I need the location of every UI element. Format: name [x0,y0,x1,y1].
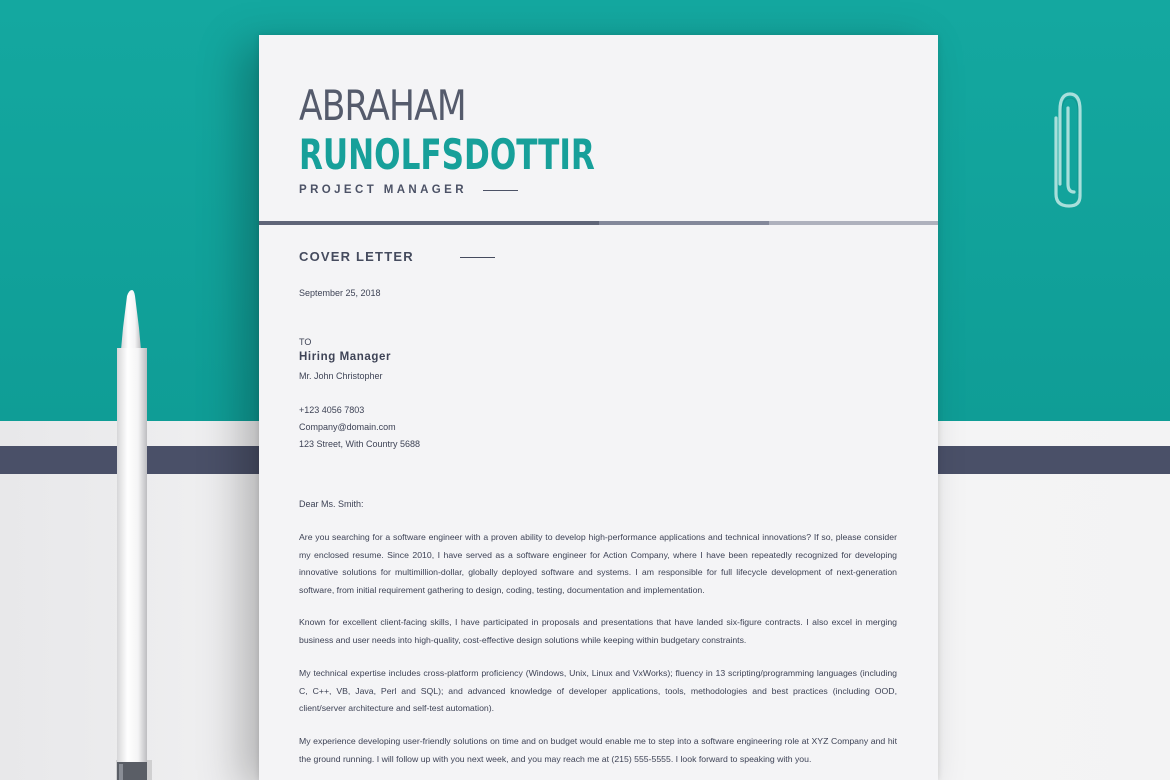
body-paragraph: Known for excellent client-facing skills, I have participated in proposals and presentations that have landed six-figure contracts. I also excel in merging business and user needs into high-quality, cost-effective design solutions while keeping within budgetary constraints. [299,617,897,645]
salutation: Dear Ms. Smith: [299,499,364,509]
recipient-title: Hiring Manager [299,351,392,363]
body-paragraph: My experience developing user-friendly solutions on time and on budget would enable me to step into a software engineering role at XYZ Company and hit the ground running. I will follow up with you next week, and you may reach me at (215) 555-5555. I look forward to speaking with you. [299,736,897,764]
body-paragraph: Are you searching for a software engineer with a proven ability to develop high-performance applications and technical innovations? If so, please consider my enclosed resume. Since 2010, I have served as a software engineer for Action Company, where I have been repeatedly recognized for developing innovative solutions for multimillion-dollar, globally deployed software and systems. I am responsible for full lifecycle development of next-generation software, from initial requirement gathering to design, coding, testing, documentation and implementation. [299,532,897,595]
section-title-rule [460,257,495,258]
last-name: RUNOLFSDOTTIR [299,130,595,179]
cover-letter-page [259,35,938,780]
section-title: COVER LETTER [299,249,414,264]
phone: +123 4056 7803 [299,405,365,415]
header-divider-bar [259,221,938,225]
to-label: TO [299,337,312,347]
recipient-name: Mr. John Christopher [299,371,383,381]
body-paragraph: My technical expertise includes cross-platform proficiency (Windows, Unix, Linux and VxWorks); fluency in 13 scripting/programming languages (including C, C++, VB, Java, Perl and SQL); and advanced knowledge of developer applications, tools, methodologies and best practices (including OOD, client/server architecture and self-test automation). [299,668,897,714]
address: 123 Street, With Country 5688 [299,439,421,449]
first-name: ABRAHAM [299,81,466,130]
paperclip-icon [1042,88,1094,210]
job-title: PROJECT MANAGER [299,184,467,196]
stylus-pencil-icon [112,288,152,780]
job-title-rule [483,190,518,191]
letter-date: September 25, 2018 [299,288,381,298]
email: Company@domain.com [299,422,396,432]
